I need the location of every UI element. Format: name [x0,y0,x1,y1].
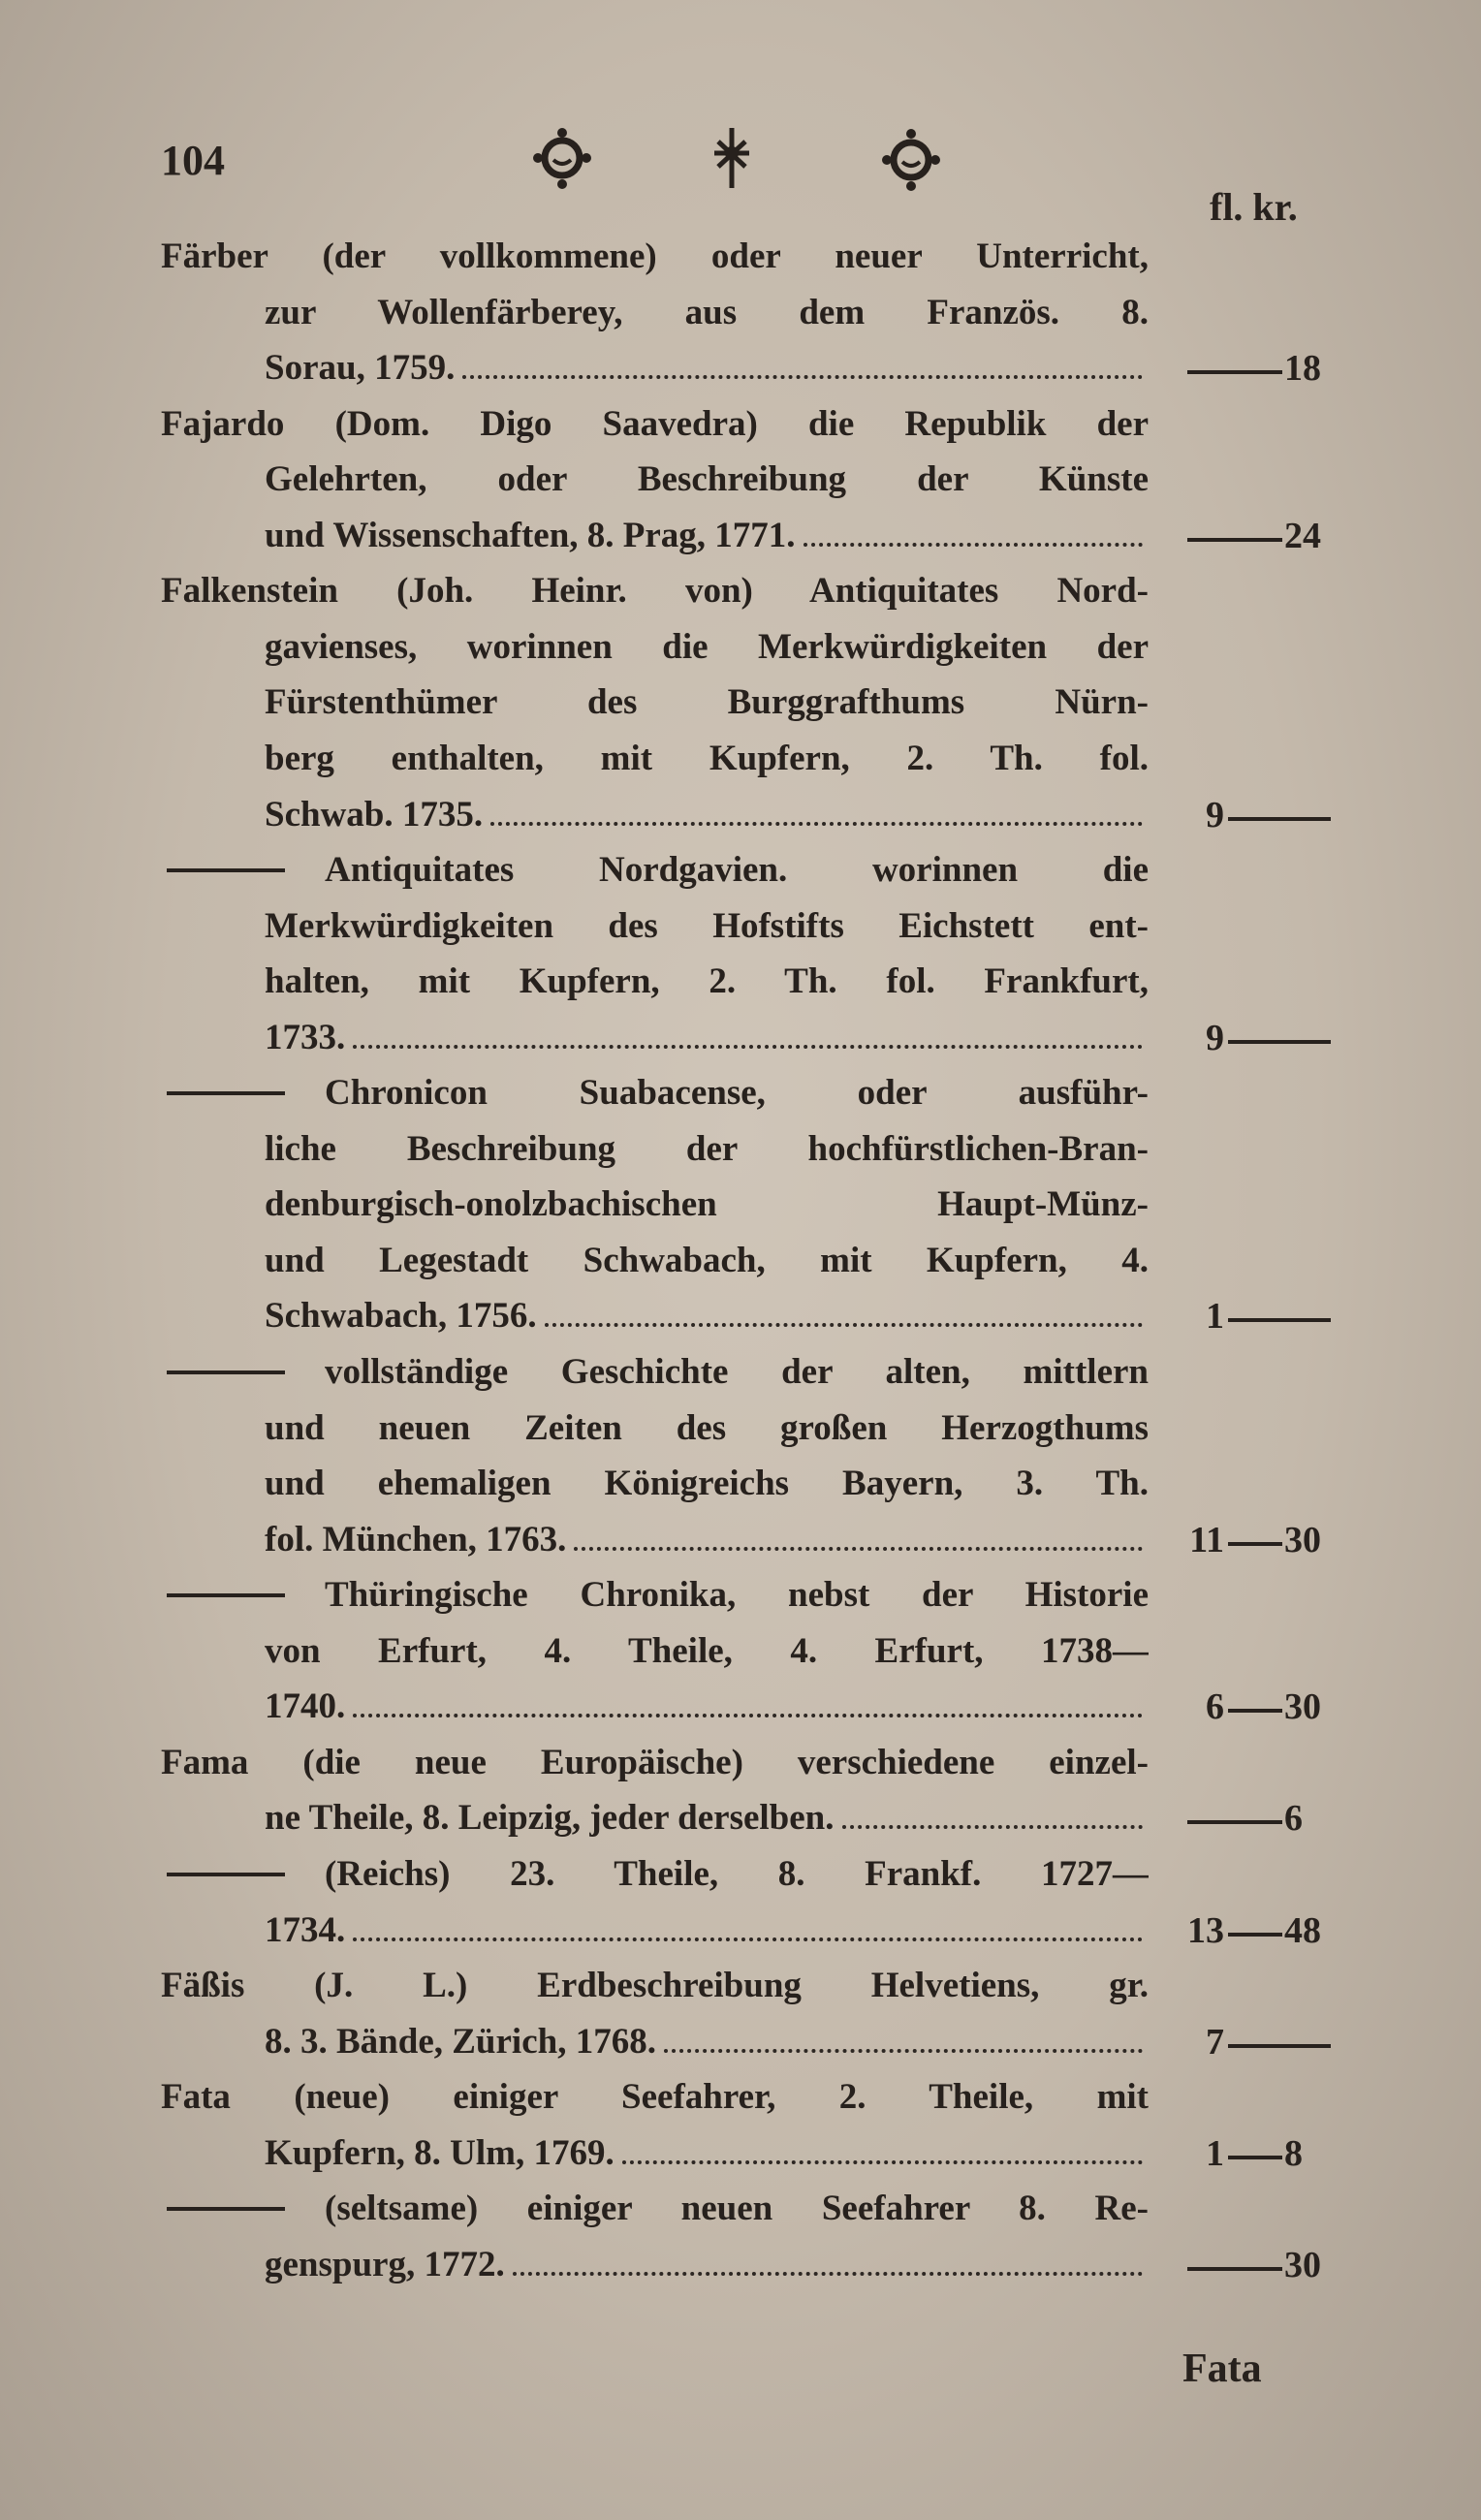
price-florin: 9 [1206,794,1224,835]
price-kreuzer: 24 [1284,515,1321,556]
entry-line [265,1016,1149,1060]
entry-line-text: Antiquitates Nordgavien. worinnen die [325,850,1149,891]
entry-line-text: Merkwürdigkeiten des Hofstifts Eichstett ent- [265,905,1149,946]
entry-line [325,1350,1149,1395]
entry-line-text: Fäßis (J. L.) Erdbeschreibung Helvetiens, gr. [161,1966,1149,2006]
entry-line [265,1182,1149,1227]
price [1168,2020,1342,2064]
entry-line-text: fol. München, 1763. [265,1519,567,1559]
entry-line-text: Fajardo (Dom. Digo Saavedra) die Republik der [161,403,1149,444]
price [1168,1685,1342,1729]
price-dash [1228,1040,1331,1044]
price-kreuzer: 48 [1284,1909,1321,1951]
entry-line-text: 8. 3. Bände, Zürich, 1768. [265,2021,656,2062]
entry-line-text: Thüringische Chronika, nebst der Historie [325,1575,1149,1616]
price-dash [1228,1318,1331,1322]
entry-line [265,1629,1149,1674]
dot-leader [622,2160,1143,2164]
price-kreuzer: 18 [1284,348,1321,390]
dot-leader [545,1323,1143,1327]
entry-line-text: 1734. [265,1909,346,1950]
price-florin: 9 [1206,1017,1224,1058]
price-kreuzer: 30 [1284,1519,1321,1560]
price [1168,1294,1342,1339]
price-kreuzer: 8 [1284,2132,1303,2174]
price-dash [1228,1933,1282,1937]
entry-line-text: Falkenstein (Joh. Heinr. von) Antiquitates Nord- [161,571,1149,612]
price [1168,514,1342,558]
entry-line [265,1796,1149,1841]
ditto-dash [167,2207,285,2211]
entry-line [265,904,1149,949]
entry-line-text: 1740. [265,1686,346,1727]
dot-leader [490,822,1143,826]
price-dash [1228,1709,1282,1713]
entry-line [265,1685,1149,1729]
entry-line-text: Fama (die neue Europäische) verschiedene einzel- [161,1742,1149,1782]
entry-line [265,960,1149,1004]
price-kreuzer: 30 [1284,1686,1321,1728]
entry-line-text: und ehemaligen Königreichs Bayern, 3. Th. [265,1464,1149,1504]
entry-line [265,2131,1149,2176]
price [1168,793,1342,837]
price-florin: 1 [1206,1296,1224,1338]
price-dash [1187,2267,1282,2271]
price-kreuzer: 6 [1284,1798,1303,1840]
ditto-dash [167,1091,285,1095]
entry-line-text: Fürstenthümer des Burggrafthums Nürn- [265,682,1149,723]
price-florin: 6 [1206,1686,1224,1728]
entry-line-text: Schwabach, 1756. [265,1296,537,1337]
dot-leader [804,543,1143,547]
entry-line [265,1908,1149,1953]
entry-line-text: Schwab. 1735. [265,794,484,835]
price-florin: 13 [1187,1909,1224,1951]
ditto-dash [167,868,285,872]
entry-line-text: denburgisch-onolzbachischen Haupt-Münz- [265,1184,1149,1225]
dot-leader [574,1547,1143,1551]
catchword: Fata [1182,2347,1262,2391]
price-kreuzer: 30 [1284,2244,1321,2285]
page-number: 104 [161,137,225,184]
entry-line [325,1852,1149,1897]
entry-line [325,848,1149,893]
ditto-dash [167,1873,285,1876]
price-florin: 7 [1206,2021,1224,2063]
price-dash [1187,370,1282,374]
price-florin: 11 [1189,1519,1224,1560]
price [1168,1908,1342,1953]
entry-line [325,1573,1149,1618]
price [1168,1016,1342,1060]
price [1168,2243,1342,2287]
price-dash [1228,2156,1282,2159]
price [1168,1518,1342,1562]
ornament-right-icon [877,124,945,192]
entry-line-text: ne Theile, 8. Leipzig, jeder derselben. [265,1798,835,1839]
price-dash [1228,2044,1331,2048]
entry-line [265,1518,1149,1562]
entry-line-text: Kupfern, 8. Ulm, 1769. [265,2132,614,2173]
dot-leader [353,1045,1143,1049]
entry-line [265,680,1149,725]
entry-line [325,1071,1149,1116]
ditto-dash [167,1593,285,1597]
entry-line-text: Färber (der vollkommene) oder neuer Unterricht, [161,236,1149,276]
dot-leader [664,2049,1143,2053]
entry-line [265,514,1149,558]
price-dash [1228,1542,1282,1546]
entry-line [265,625,1149,670]
entry-line [265,2243,1149,2287]
entry-line-text: Sorau, 1759. [265,348,456,389]
price-florin: 1 [1206,2132,1224,2174]
dot-leader [353,1714,1143,1717]
entry-line-text: Chronicon Suabacense, oder ausführ- [325,1073,1149,1114]
entry-line [265,291,1149,335]
price [1168,2131,1342,2176]
entry-line-text: Fata (neue) einiger Seefahrer, 2. Theile, mit [161,2077,1149,2118]
currency-column-header: fl. kr. [1210,185,1298,229]
entry-line-text: und Wissenschaften, 8. Prag, 1771. [265,515,796,555]
entry-line-text: (seltsame) einiger neuen Seefahrer 8. Re- [325,2189,1149,2229]
entry-line [265,2020,1149,2064]
entry-line [161,2075,1149,2120]
ornament-center-icon [703,124,761,192]
entry-line [265,346,1149,391]
entry-line-text: liche Beschreibung der hochfürstlichen-Bran- [265,1128,1149,1169]
dot-leader [513,2272,1143,2276]
entry-line-text: 1733. [265,1017,346,1057]
entry-line-text: und Legestadt Schwabach, mit Kupfern, 4. [265,1240,1149,1280]
entry-line-text: und neuen Zeiten des großen Herzogthums [265,1407,1149,1448]
price-dash [1187,1820,1282,1824]
entry-line-text: vollständige Geschichte der alten, mittlern [325,1352,1149,1392]
dot-leader [462,375,1143,379]
entry-line [161,1964,1149,2008]
entry-line [265,1239,1149,1283]
entry-line [265,793,1149,837]
entry-line [161,1741,1149,1785]
entry-line [265,1462,1149,1506]
entry-line [161,569,1149,614]
price-dash [1228,817,1331,821]
price [1168,1796,1342,1841]
entry-line [265,457,1149,502]
entry-line [161,402,1149,447]
entry-line [265,737,1149,781]
entry-line-text: berg enthalten, mit Kupfern, 2. Th. fol. [265,738,1149,778]
entry-line [265,1406,1149,1451]
ornament-left-icon [528,124,596,192]
entry-line-text: gavienses, worinnen die Merkwürdigkeiten der [265,626,1149,667]
entry-line-text: genspurg, 1772. [265,2244,505,2284]
entry-line [161,235,1149,279]
ditto-dash [167,1370,285,1374]
entry-line-text: (Reichs) 23. Theile, 8. Frankf. 1727— [325,1853,1149,1894]
price [1168,346,1342,391]
entry-line-text: von Erfurt, 4. Theile, 4. Erfurt, 1738— [265,1630,1149,1671]
entry-line [325,2187,1149,2231]
entry-line [265,1127,1149,1172]
dot-leader [842,1825,1143,1829]
entry-line-text: Gelehrten, oder Beschreibung der Künste [265,459,1149,500]
entry-line-text: halten, mit Kupfern, 2. Th. fol. Frankfurt, [265,961,1149,1002]
dot-leader [353,1937,1143,1941]
entry-line [265,1294,1149,1339]
price-dash [1187,538,1282,542]
entry-line-text: zur Wollenfärberey, aus dem Französ. 8. [265,292,1149,332]
